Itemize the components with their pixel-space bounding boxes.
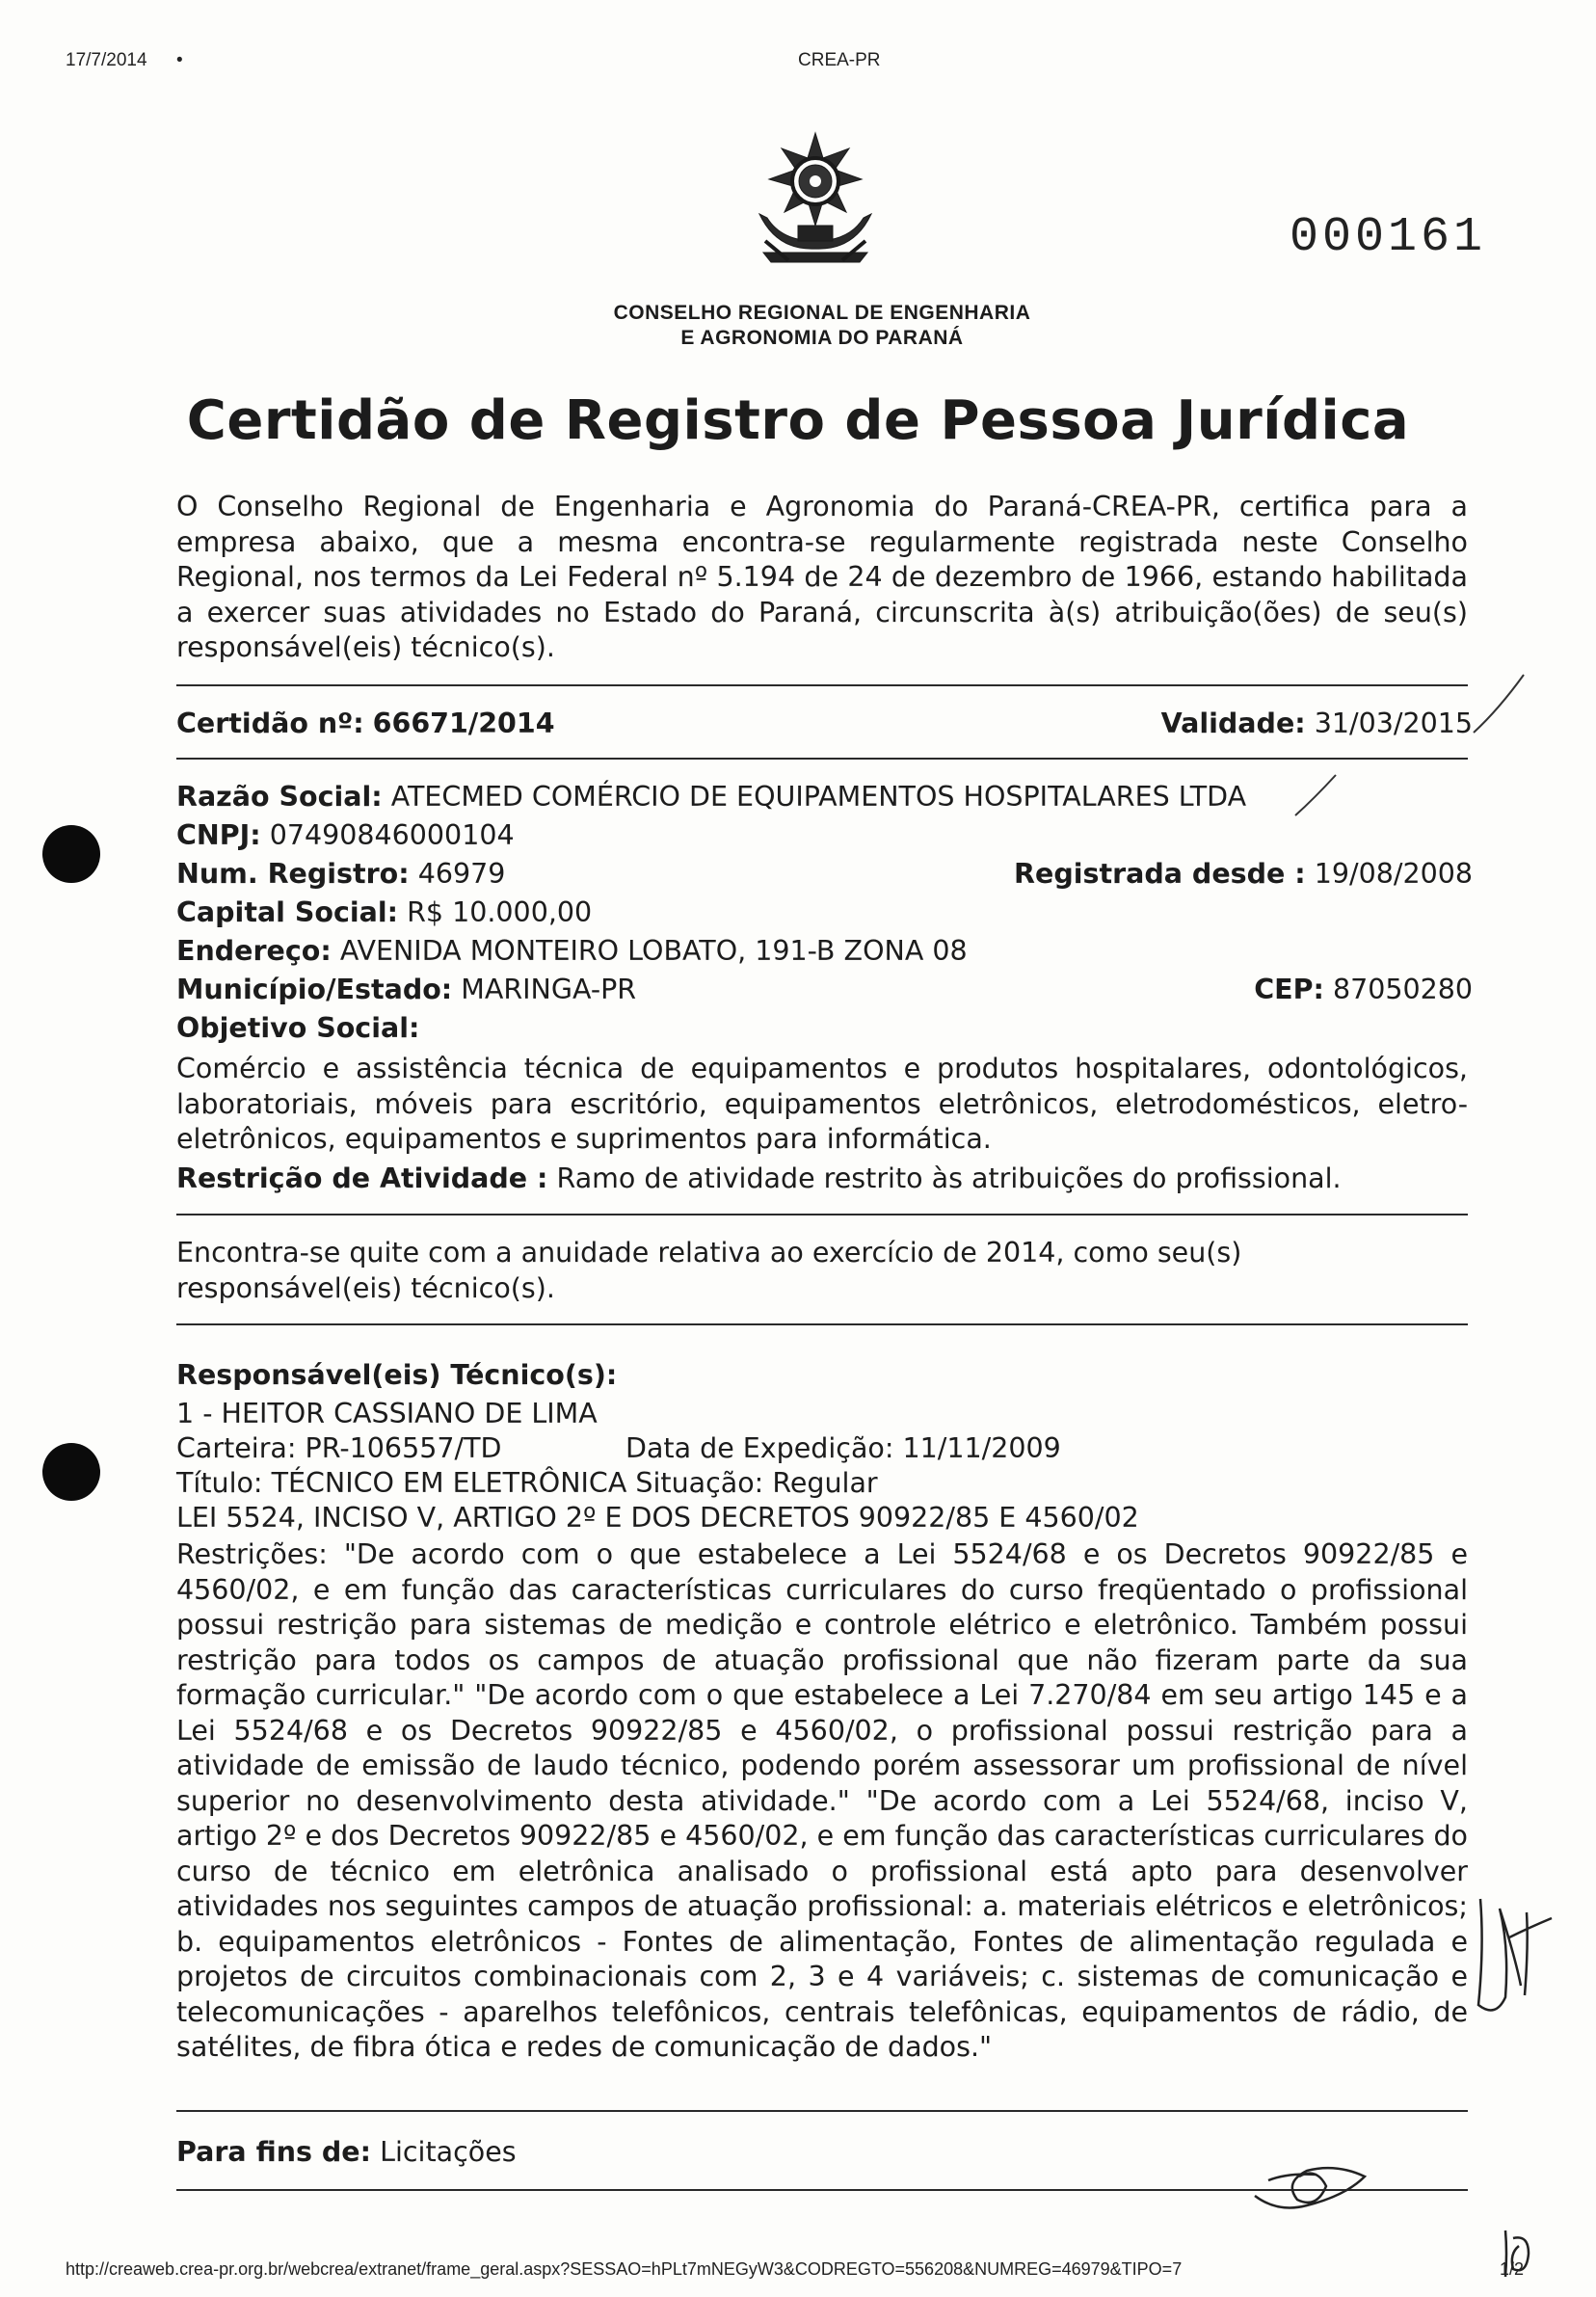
print-date: 17/7/2014 bbox=[66, 50, 147, 70]
coat-of-arms-emblem bbox=[738, 125, 892, 270]
intro-paragraph: O Conselho Regional de Engenharia e Agronomia do Paraná-CREA-PR, certifica para a empresa abaixo, que a mesma encontra-se regularmente registrada neste Conselho Regional, nos termos da Lei Federal nº 5.194 de 24 de dezembro de 1966, estando habilitada a exercer suas atividades no Estado do Paraná, circunscrita à(s) atribuição(ões) de seu(s) responsável(eis) técnico(s). bbox=[176, 491, 1468, 663]
cnpj bbox=[176, 816, 515, 855]
capital-social-value: R$ 10.000,00 bbox=[407, 896, 593, 928]
cep-label: CEP: bbox=[1254, 974, 1324, 1005]
divider bbox=[176, 758, 1468, 760]
num-registro bbox=[176, 855, 505, 894]
razao-social-value: ATECMED COMÉRCIO DE EQUIPAMENTOS HOSPITALARES LTDA bbox=[390, 781, 1247, 813]
punch-hole bbox=[42, 1443, 100, 1501]
technician-restricoes: Restrições: "De acordo com o que estabelece a Lei 5524/68 e os Decretos 90922/85 e 4560/02, e em função das características curriculares do curso freqüentado o profissional possui restrição para sistemas de medição e controle elétrico e eletrônico. Também possui restrição para todos os campos de atuação profissional que não fizeram parte da sua formação curricular." "De acordo com o que estabelece a Lei 7.270/84 em seu artigo 145 e a Lei 5524/68 e os Decretos 90922/85 e 4560/02, o profissional possui restrição para a atividade de emissão de laudo técnico, podendo porém assessorar um profissional de nível superior no desenvolvimento desta atividade." "De acordo com a Lei 5524/68, inciso V, artigo 2º e dos Decretos 90922/85 e 4560/02, e em função das características curriculares do curso de técnico em eletrônica analisado o profissional está apto para desenvolver atividades nos seguintes campos de atuação profissional: a. materiais elétricos e eletrônicos; b. equipamentos eletrônicos - Fontes de alimentação, Fontes de alimentação regulada e projetos de circuitos combinacionais com 2, 3 e 4 variáveis; c. sistemas de comunicação e telecomunicações - aparelhos telefônicos, centrais telefônicas, equipamentos de rádio, de satélites, de fibra ótica e redes de comunicação de dados." bbox=[176, 1538, 1468, 2063]
restricao-label: Restrição de Atividade : bbox=[176, 1162, 548, 1194]
cep bbox=[1254, 971, 1473, 1009]
certificate-number bbox=[176, 705, 555, 743]
endereco-value: AVENIDA MONTEIRO LOBATO, 191-B ZONA 08 bbox=[339, 935, 968, 967]
razao-social bbox=[176, 778, 1246, 816]
certificate-number-value: 66671/2014 bbox=[372, 708, 555, 739]
divider bbox=[176, 2110, 1468, 2112]
num-registro-value: 46979 bbox=[417, 858, 506, 890]
check-mark-icon bbox=[1470, 671, 1528, 742]
municipio-label: Município/Estado: bbox=[176, 974, 453, 1005]
technician-expedicao: Data de Expedição: 11/11/2009 bbox=[625, 1432, 1061, 1464]
technician-carteira: Carteira: PR-106557/TD bbox=[176, 1432, 502, 1464]
document-stamp-number: 000161 bbox=[1290, 210, 1487, 265]
objetivo-label-text: Objetivo Social: bbox=[176, 1012, 420, 1044]
municipio-value: MARINGA-PR bbox=[461, 974, 637, 1005]
objetivo-social-text: Comércio e assistência técnica de equipamentos e produtos hospitalares, odontológicos, laboratoriais, móveis para escritório, equipamentos eletrônicos, eletrodomésticos, eletro-eletrônicos, equipamentos e suprimentos para informática. bbox=[176, 1053, 1468, 1155]
document-title: Certidão de Registro de Pessoa Jurídica bbox=[186, 389, 1410, 452]
punch-hole bbox=[42, 825, 100, 883]
divider bbox=[176, 684, 1468, 686]
validity-label: Validade: bbox=[1160, 708, 1306, 739]
restricao-atividade bbox=[176, 1160, 1342, 1198]
handwritten-rubric-mark bbox=[1249, 2157, 1374, 2229]
responsaveis-label-text: Responsável(eis) Técnico(s): bbox=[176, 1359, 618, 1391]
endereco bbox=[176, 932, 968, 971]
print-mark: • bbox=[176, 50, 183, 70]
divider bbox=[176, 1214, 1468, 1215]
restricao-value: Ramo de atividade restrito às atribuições do profissional. bbox=[556, 1162, 1342, 1194]
technician-lei: LEI 5524, INCISO V, ARTIGO 2º E DOS DECRETOS 90922/85 E 4560/02 bbox=[176, 1502, 1139, 1534]
num-registro-label: Num. Registro: bbox=[176, 858, 410, 890]
endereco-label: Endereço: bbox=[176, 935, 332, 967]
organization-line-2: E AGRONOMIA DO PARANÁ bbox=[680, 327, 964, 349]
cnpj-label: CNPJ: bbox=[176, 819, 261, 851]
footer-page-number: 1/2 bbox=[1500, 2259, 1525, 2279]
certificate-validity bbox=[1161, 705, 1473, 743]
technician-titulo: Título: TÉCNICO EM ELETRÔNICA Situação: Regular bbox=[176, 1467, 878, 1499]
para-fins-value: Licitações bbox=[380, 2136, 517, 2168]
cep-value: 87050280 bbox=[1332, 974, 1473, 1005]
para-fins bbox=[176, 2133, 517, 2172]
anuidade-paragraph: Encontra-se quite com a anuidade relativa ao exercício de 2014, como seu(s) responsável(eis) técnico(s). bbox=[176, 1237, 1242, 1304]
divider bbox=[176, 1323, 1468, 1325]
razao-social-label: Razão Social: bbox=[176, 781, 383, 813]
municipio-estado bbox=[176, 971, 636, 1009]
objetivo-social-label bbox=[176, 1009, 419, 1048]
responsaveis-label bbox=[176, 1356, 617, 1395]
cnpj-value: 07490846000104 bbox=[269, 819, 515, 851]
capital-social bbox=[176, 894, 592, 932]
capital-social-label: Capital Social: bbox=[176, 896, 399, 928]
technician-name: 1 - HEITOR CASSIANO DE LIMA bbox=[176, 1398, 598, 1429]
registrada-desde-label: Registrada desde : bbox=[1014, 858, 1306, 890]
certificate-number-label: Certidão nº: bbox=[176, 708, 364, 739]
organization-name bbox=[485, 301, 1159, 351]
registrada-desde-value: 19/08/2008 bbox=[1314, 858, 1473, 890]
validity-value: 31/03/2015 bbox=[1314, 708, 1473, 739]
header-title: CREA-PR bbox=[798, 50, 881, 70]
registrada-desde bbox=[1014, 855, 1473, 894]
check-mark-icon bbox=[1291, 771, 1340, 823]
footer-url: http://creaweb.crea-pr.org.br/webcrea/extranet/frame_geral.aspx?SESSAO=hPLt7mNEGyW3&CODREGTO=556208&NUMREG=46979&TIPO=7 bbox=[66, 2259, 1183, 2279]
handwritten-initials-mark bbox=[1471, 1889, 1557, 2028]
para-fins-label: Para fins de: bbox=[176, 2136, 371, 2168]
organization-line-1: CONSELHO REGIONAL DE ENGENHARIA bbox=[613, 302, 1031, 324]
